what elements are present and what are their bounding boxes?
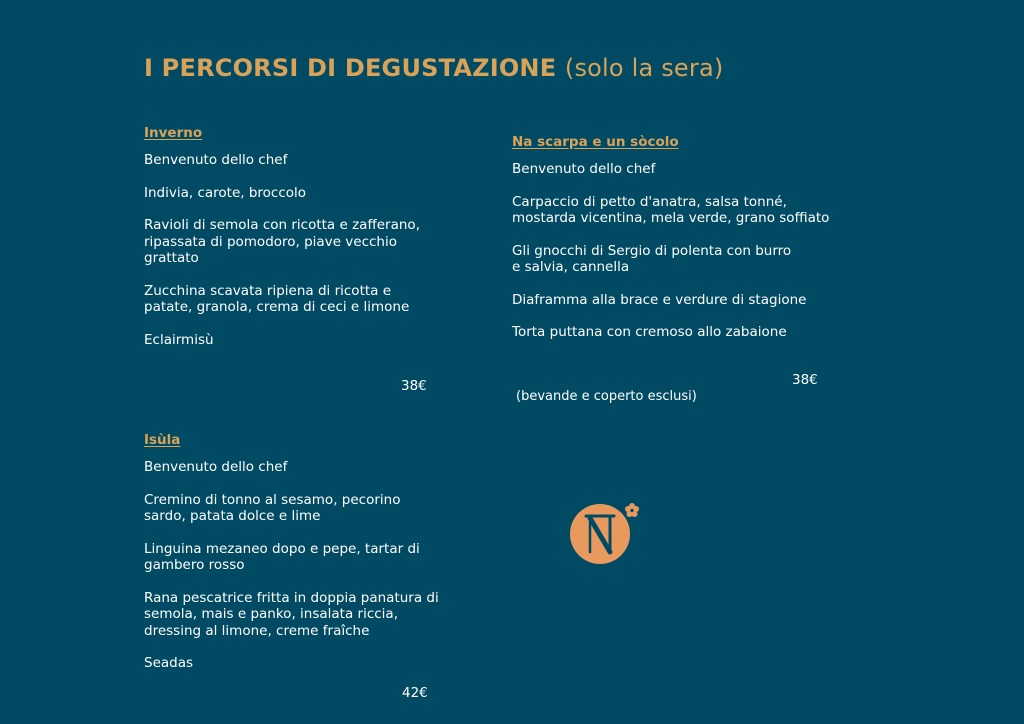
menu-scarpa-price: 38€ bbox=[792, 372, 818, 388]
menu-inverno-price: 38€ bbox=[401, 378, 427, 394]
course-item: Seadas bbox=[144, 655, 194, 671]
menu-inverno bbox=[144, 125, 444, 364]
course-item: Rana pescatrice fritta in doppia panatura di semola, mais e panko, insalata riccia, dressing al limone, creme fraîche bbox=[144, 589, 439, 639]
course-item: Benvenuto dello chef bbox=[512, 161, 656, 177]
course-item: Gli gnocchi di Sergio di polenta con burro e salvia, cannella bbox=[512, 242, 792, 275]
page-title bbox=[144, 54, 723, 82]
course-item: Zucchina scavata ripiena di ricotta e patate, granola, crema di ceci e limone bbox=[144, 282, 410, 315]
menu-isula bbox=[144, 432, 444, 688]
course-item: Cremino di tonno al sesamo, pecorino sardo, patata dolce e lime bbox=[144, 491, 401, 524]
menu-isula-title: Isùla bbox=[144, 432, 181, 448]
menu-inverno-title: Inverno bbox=[144, 125, 203, 141]
course-item: Torta puttana con cremoso allo zabaione bbox=[512, 324, 787, 340]
menu-scarpa-title: Na scarpa e un sòcolo bbox=[512, 134, 679, 150]
menu-scarpa bbox=[512, 134, 842, 357]
course-item: Benvenuto dello chef bbox=[144, 152, 288, 168]
page-title-subtitle: (solo la sera) bbox=[564, 54, 724, 82]
course-item: Diaframma alla brace e verdure di stagione bbox=[512, 291, 807, 308]
course-item: Eclairmisù bbox=[144, 331, 214, 348]
course-item: Benvenuto dello chef bbox=[144, 459, 288, 475]
restaurant-logo-icon bbox=[568, 500, 644, 570]
exclusions-note: (bevande e coperto esclusi) bbox=[516, 389, 697, 404]
menu-isula-price: 42€ bbox=[402, 685, 428, 701]
page-title-main: I PERCORSI DI DEGUSTAZIONE bbox=[144, 54, 557, 82]
course-item: Ravioli di semola con ricotta e zafferano, ripassata di pomodoro, piave vecchio grattato bbox=[144, 217, 420, 266]
course-item: Linguina mezaneo dopo e pepe, tartar di gambero rosso bbox=[144, 540, 420, 573]
course-item: Indivia, carote, broccolo bbox=[144, 184, 307, 201]
course-item: Carpaccio di petto d'anatra, salsa tonné, mostarda vicentina, mela verde, grano soffiato bbox=[512, 193, 830, 226]
